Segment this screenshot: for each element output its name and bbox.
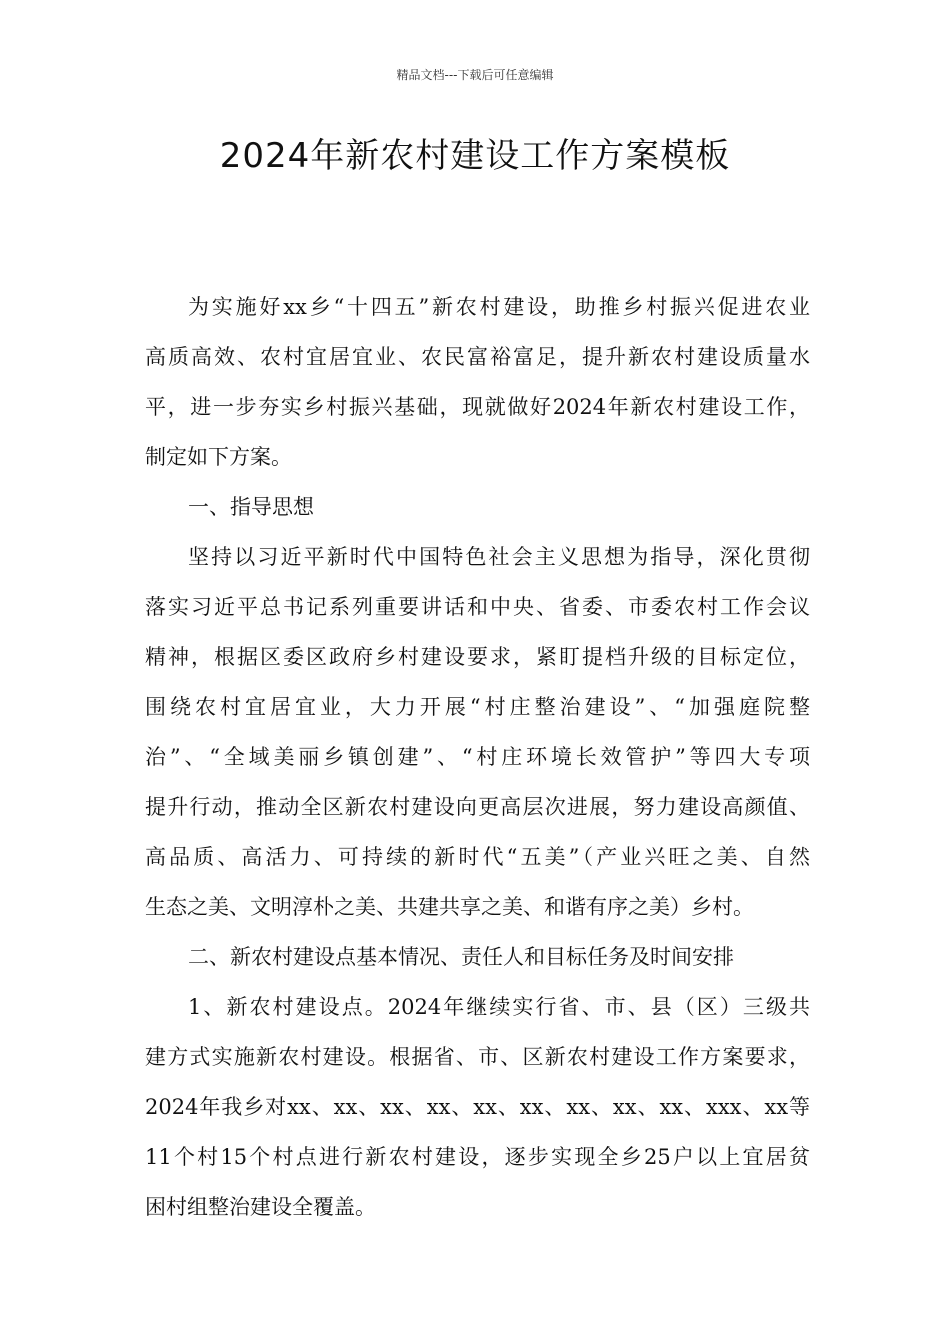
paragraph-line: 坚持以习近平新时代中国特色社会主义思想为指导，深化贯彻 [188,545,810,569]
header-note: 精品文档---下载后可任意编辑 [396,68,554,82]
paragraph-line: 为实施好xx乡“十四五”新农村建设，助推乡村振兴促进农业 [188,295,810,319]
paragraph-line: 生态之美、文明淳朴之美、共建共享之美、和谐有序之美）乡村。 [145,895,754,919]
section-heading: 一、指导思想 [188,495,314,519]
paragraph-line: 平，进一步夯实乡村振兴基础，现就做好2024年新农村建设工作， [145,395,810,419]
paragraph-line: 高质高效、农村宜居宜业、农民富裕富足，提升新农村建设质量水 [145,345,810,369]
paragraph-line: 精神，根据区委区政府乡村建设要求，紧盯提档升级的目标定位， [145,645,810,669]
paragraph-line: 困村组整治建设全覆盖。 [145,1195,376,1219]
paragraph-line: 提升行动，推动全区新农村建设向更高层次进展，努力建设高颜值、 [145,795,810,819]
paragraph-line: 围绕农村宜居宜业，大力开展“村庄整治建设”、“加强庭院整 [145,695,810,719]
paragraph-line: 高品质、高活力、可持续的新时代“五美”（产业兴旺之美、自然 [145,845,810,869]
paragraph-line: 治”、“全域美丽乡镇创建”、“村庄环境长效管护”等四大专项 [145,745,810,769]
document-title: 2024年新农村建设工作方案模板 [219,136,731,176]
paragraph-line: 2024年我乡对xx、xx、xx、xx、xx、xx、xx、xx、xx、xxx、xx等 [145,1095,810,1119]
paragraph-line: 建方式实施新农村建设。根据省、市、区新农村建设工作方案要求， [145,1045,810,1069]
paragraph-line: 落实习近平总书记系列重要讲话和中央、省委、市委农村工作会议 [145,595,810,619]
paragraph-line: 1、新农村建设点。2024年继续实行省、市、县（区）三级共 [188,995,810,1019]
section-heading: 二、新农村建设点基本情况、责任人和目标任务及时间安排 [188,945,734,969]
paragraph-line: 11个村15个村点进行新农村建设，逐步实现全乡25户以上宜居贫 [145,1145,810,1169]
document-body [145,282,810,1232]
paragraph-line: 制定如下方案。 [145,445,292,469]
